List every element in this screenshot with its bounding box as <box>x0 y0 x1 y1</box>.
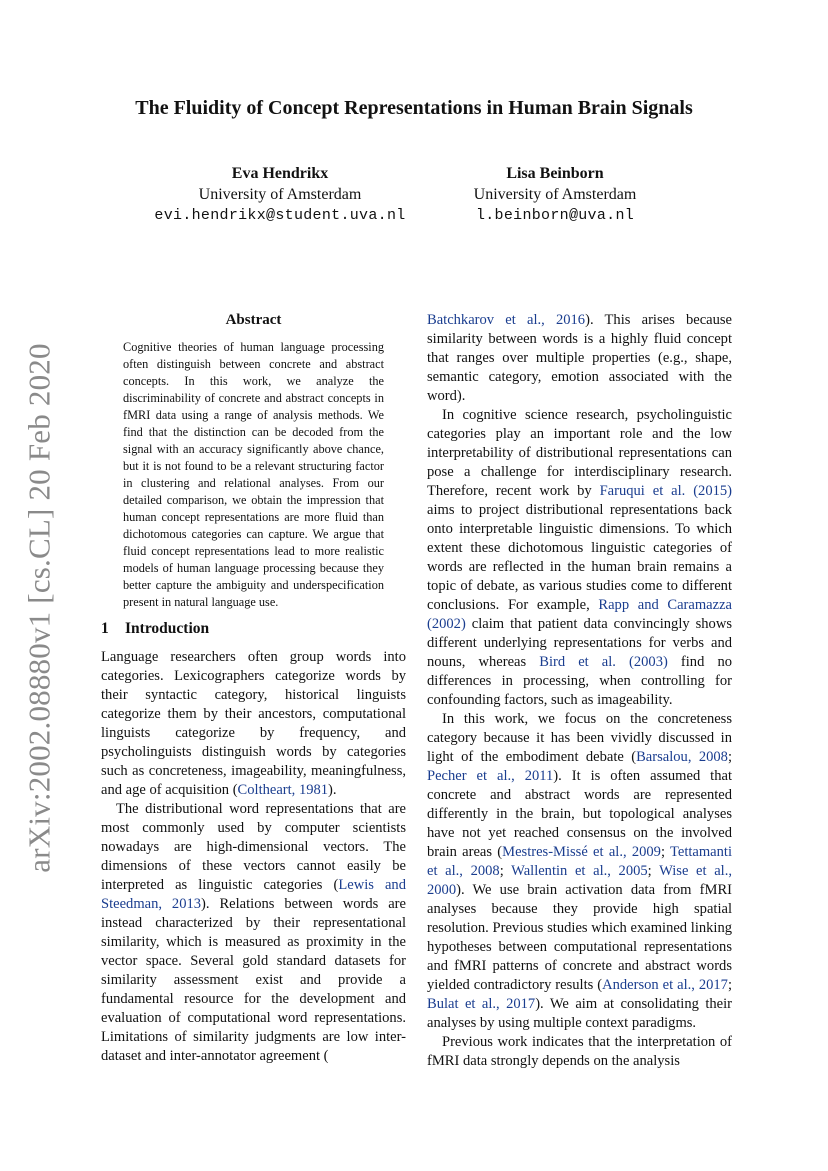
intro-paragraph-1 <box>101 648 406 800</box>
paragraph-text: ; <box>647 863 660 879</box>
section-heading-introduction <box>101 619 406 639</box>
paragraph-text: ). We aim at consolidating their analyses by using multiple context paradigms. <box>427 996 732 1031</box>
citation-link[interactable]: Wise et al., 2000 <box>427 863 732 898</box>
citation-link[interactable]: Bird et al. (2003) <box>539 654 668 670</box>
paragraph-text: Language researchers often group words into categories. Lexicographers categorize words by their syntactic category, historical linguists categorize them by their ancestors, computational linguists categorize by frequency, and psycholinguists distinguish words by categories such as concreteness, imageability, meaningfulness, and age of acquisition ( <box>101 649 406 798</box>
citation-link[interactable]: Pecher et al., 2011 <box>427 768 554 784</box>
author-email: l.beinborn@uva.nl <box>475 207 635 224</box>
abstract-heading: Abstract <box>225 312 282 328</box>
paragraph-text: ). This arises because similarity between words is a highly fluid concept that ranges over multiple properties (e.g., shape, semantic category, emotion associated with the word). <box>427 312 732 404</box>
author-name: Lisa Beinborn <box>506 165 604 182</box>
citation-link[interactable]: Wallentin et al., 2005 <box>511 863 648 879</box>
paper-title: The Fluidity of Concept Representations in Human Brain Signals <box>135 97 693 119</box>
citation-link[interactable]: Rapp and Caramazza (2002) <box>427 597 732 632</box>
citation-link[interactable]: Tettamanti et al., 2008 <box>427 844 732 879</box>
paragraph-text: ). <box>328 782 337 798</box>
intro-paragraph-4 <box>427 710 732 1033</box>
section-title: Introduction <box>125 620 210 637</box>
arxiv-identifier-stamp <box>20 342 60 873</box>
section-number: 1 <box>101 620 109 637</box>
citation-link[interactable]: Coltheart, 1981 <box>237 782 329 798</box>
citation-link[interactable]: Batchkarov et al., 2016 <box>427 312 586 328</box>
paragraph-text: ; <box>727 749 732 765</box>
paragraph-text: ; <box>660 844 670 860</box>
intro-paragraph-5: Previous work indicates that the interpretation of fMRI data strongly depends on the analysis <box>427 1034 732 1069</box>
author-name: Eva Hendrikx <box>231 165 329 182</box>
citation-link[interactable]: Barsalou, 2008 <box>636 749 728 765</box>
author-block-1 <box>125 163 435 226</box>
right-column <box>427 311 732 1071</box>
author-affiliation: University of Amsterdam <box>198 186 362 203</box>
paragraph-text: In cognitive science research, psycholinguistic categories play an important role and the low interpretability of distributional representations can pose a challenge for interdisciplinary research. Therefore, recent work by <box>427 407 732 499</box>
paragraph-text: ). Relations between words are instead characterized by their representational similarity, which is measured as proximity in the vector space. Several gold standard datasets for similarity assessment exist and provide a fundamental resource for the development and evaluation of computational word representations. Limitations of similarity judgments are low inter-dataset and inter-annotator agreement ( <box>101 896 406 1064</box>
citation-link[interactable]: Faruqui et al. (2015) <box>599 483 732 499</box>
paragraph-text: ; <box>727 977 732 993</box>
arxiv-stamp-text: arXiv:2002.08880v1 [cs.CL] 20 Feb 2020 <box>22 342 58 873</box>
citation-link[interactable]: Lewis and Steedman, 2013 <box>101 877 406 912</box>
intro-paragraph-3 <box>427 406 732 710</box>
citation-link[interactable]: Bulat et al., 2017 <box>427 996 536 1012</box>
paragraph-text: claim that patient data convincingly shows different underlying representations for verbs and nouns, whereas <box>427 616 732 670</box>
author-block-2 <box>420 163 690 226</box>
paragraph-text: ). It is often assumed that concrete and abstract words are represented differently in the brain, but topological analyses have not yet reached consensus on the involved brain areas ( <box>427 768 732 860</box>
paragraph-text: The distributional word representations that are most commonly used by computer scientists nowadays are high-dimensional vectors. The dimensions of these vectors cannot easily be interpreted as linguistic categories ( <box>101 801 406 893</box>
author-affiliation: University of Amsterdam <box>473 186 637 203</box>
paragraph-text: aims to project distributional representations back onto interpretable linguistic dimensions. To which extent these dichotomous linguistic categories of words are reflected in the human brain remains a topic of debate, as various studies come to different conclusions. For example, <box>427 502 732 613</box>
author-email: evi.hendrikx@student.uva.nl <box>154 207 406 224</box>
left-column <box>101 311 406 1066</box>
citation-link[interactable]: Mestres-Missé et al., 2009 <box>502 844 661 860</box>
paragraph-text: ; <box>499 863 512 879</box>
paragraph-text: find no differences in processing, when controlling for confounding factors, such as imageability. <box>427 654 733 708</box>
paragraph-text: In this work, we focus on the concreteness category because it has been vividly discussed in light of the embodiment debate ( <box>427 711 732 765</box>
intro-paragraph-2-continued <box>427 311 732 406</box>
citation-link[interactable]: Anderson et al., 2017 <box>602 977 728 993</box>
paragraph-text: ). We use brain activation data from fMRI analyses because they provide high spatial resolution. Previous studies which examined linking hypotheses between computational representations and fMRI patterns of concrete and abstract words yielded contradictory results ( <box>427 882 732 993</box>
abstract-body: Cognitive theories of human language processing often distinguish between concrete and abstract concepts. In this work, we analyze the discriminability of concrete and abstract concepts in fMRI data using a range of analysis methods. We find that the distinction can be decoded from the signal with an accuracy significantly above chance, but it is not found to be a relevant structuring factor in clustering and relational analyses. From our detailed comparison, we obtain the impression that human concept representations are more fluid than dichotomous categories can capture. We argue that fluid concept representations lead to more realistic models of human language processing because they better capture the ambiguity and underspecification present in natural language use. <box>123 340 384 609</box>
intro-paragraph-2 <box>101 800 406 1066</box>
